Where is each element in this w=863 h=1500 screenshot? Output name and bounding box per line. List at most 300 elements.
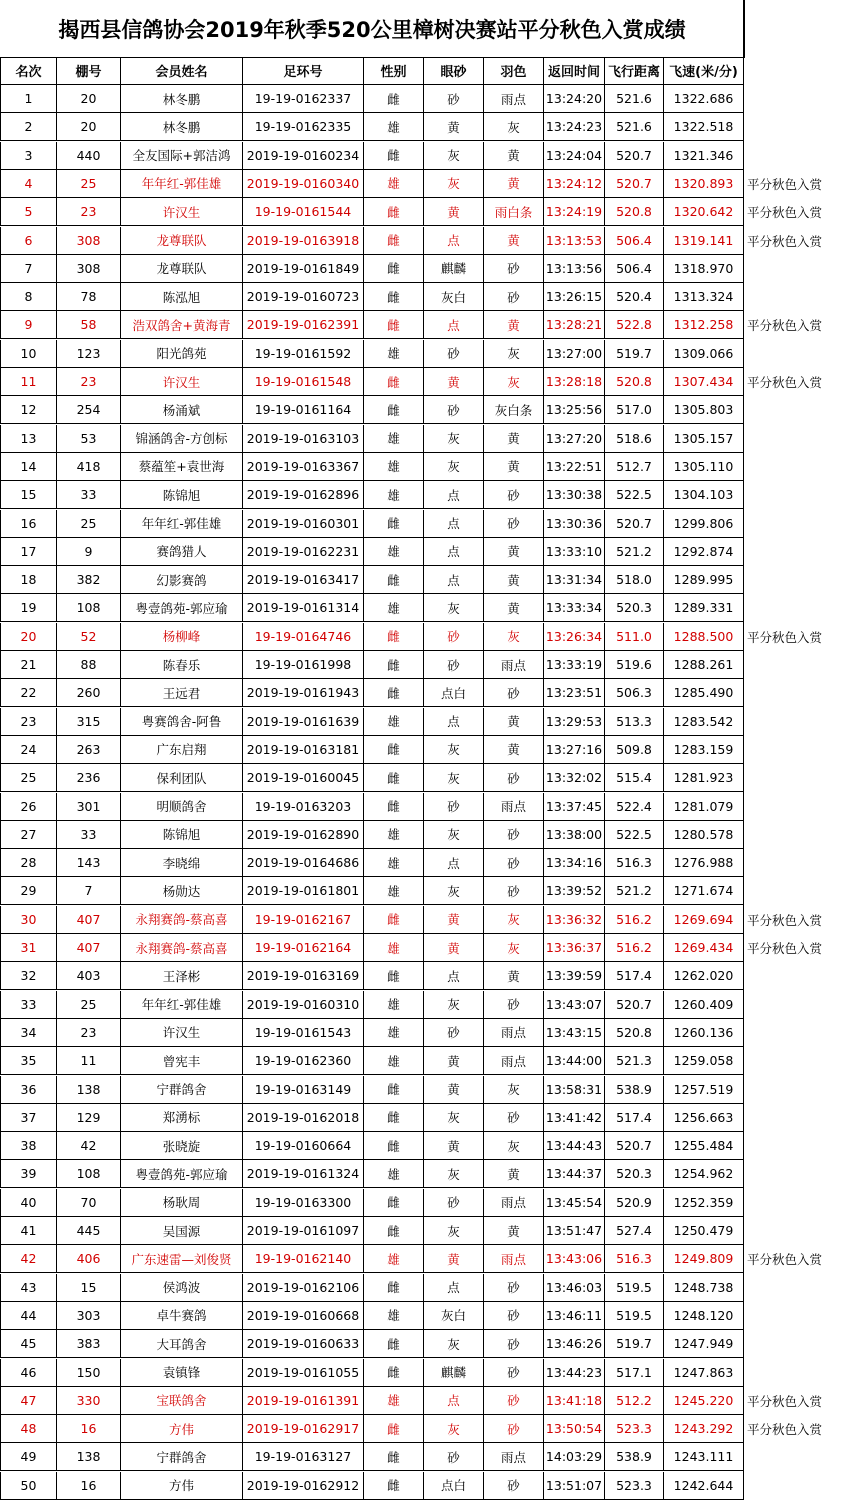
cell-rank: 32 [0, 962, 57, 990]
cell-sex: 雌 [364, 1274, 424, 1302]
cell-award-note: 平分秋色入赏 [747, 205, 823, 221]
cell-eye-sand: 灰 [424, 594, 484, 622]
cell-award-note [744, 1359, 863, 1387]
cell-eye-sand: 砂 [424, 396, 484, 424]
cell-distance: 517.4 [605, 962, 664, 990]
cell-eye-sand: 点 [424, 1387, 484, 1415]
cell-ring-number: 2019-19-0160234 [243, 142, 364, 170]
cell-distance: 527.4 [605, 1217, 664, 1245]
cell-return-time: 13:44:43 [544, 1132, 605, 1160]
cell-award-note: 平分秋色入赏 [747, 233, 823, 249]
cell-shed: 23 [57, 198, 121, 226]
cell-award-note [744, 113, 863, 141]
cell-feather-color: 雨点 [484, 1245, 544, 1273]
cell-distance: 516.2 [605, 906, 664, 934]
cell-ring-number: 19-19-0162164 [243, 934, 364, 962]
cell-speed: 1299.806 [664, 510, 744, 538]
cell-sex: 雌 [364, 1076, 424, 1104]
cell-return-time: 13:43:06 [544, 1245, 605, 1273]
cell-ring-number: 2019-19-0162391 [243, 311, 364, 339]
cell-award-note [744, 962, 863, 990]
cell-rank: 16 [0, 510, 57, 538]
cell-return-time: 13:25:56 [544, 396, 605, 424]
cell-eye-sand: 点 [424, 708, 484, 736]
cell-award-note: 平分秋色入赏 [747, 1393, 823, 1409]
cell-shed: 418 [57, 453, 121, 481]
cell-feather-color: 黄 [484, 736, 544, 764]
cell-eye-sand: 点 [424, 538, 484, 566]
cell-rank: 42 [0, 1245, 57, 1273]
cell-eye-sand: 灰 [424, 170, 484, 198]
cell-rank: 5 [0, 198, 57, 226]
cell-member-name: 李晓绵 [121, 849, 243, 877]
cell-sex: 雌 [364, 736, 424, 764]
cell-rank: 11 [0, 368, 57, 396]
table-row [0, 1047, 863, 1075]
cell-return-time: 13:13:56 [544, 255, 605, 283]
cell-shed: 403 [57, 962, 121, 990]
cell-shed: 15 [57, 1274, 121, 1302]
cell-member-name: 许汉生 [121, 1019, 243, 1047]
cell-eye-sand: 灰 [424, 1415, 484, 1443]
cell-return-time: 13:27:16 [544, 736, 605, 764]
table-row [0, 396, 863, 424]
cell-shed: 129 [57, 1104, 121, 1132]
cell-member-name: 方伟 [121, 1472, 243, 1500]
cell-ring-number: 19-19-0162140 [243, 1245, 364, 1273]
cell-return-time: 13:29:53 [544, 708, 605, 736]
cell-speed: 1304.103 [664, 481, 744, 509]
cell-speed: 1276.988 [664, 849, 744, 877]
cell-shed: 254 [57, 396, 121, 424]
cell-speed: 1247.863 [664, 1359, 744, 1387]
cell-sex: 雄 [364, 821, 424, 849]
cell-distance: 538.9 [605, 1076, 664, 1104]
cell-shed: 53 [57, 425, 121, 453]
cell-speed: 1321.346 [664, 142, 744, 170]
cell-return-time: 13:34:16 [544, 849, 605, 877]
cell-member-name: 宝联鸽舍 [121, 1387, 243, 1415]
cell-feather-color: 砂 [484, 255, 544, 283]
cell-sex: 雄 [364, 1245, 424, 1273]
cell-speed: 1285.490 [664, 679, 744, 707]
right-grid-line [743, 0, 744, 1500]
cell-member-name: 大耳鸽舍 [121, 1330, 243, 1358]
cell-feather-color: 砂 [484, 1274, 544, 1302]
cell-eye-sand: 麒麟 [424, 1359, 484, 1387]
cell-shed: 260 [57, 679, 121, 707]
table-row [0, 651, 863, 679]
cell-distance: 520.7 [605, 170, 664, 198]
cell-speed: 1257.519 [664, 1076, 744, 1104]
table-row [0, 1443, 863, 1471]
cell-member-name: 郑湧标 [121, 1104, 243, 1132]
cell-sex: 雄 [364, 538, 424, 566]
cell-eye-sand: 砂 [424, 1443, 484, 1471]
cell-distance: 520.3 [605, 594, 664, 622]
cell-speed: 1280.578 [664, 821, 744, 849]
cell-ring-number: 2019-19-0160301 [243, 510, 364, 538]
cell-sex: 雄 [364, 934, 424, 962]
cell-member-name: 明顺鸽舍 [121, 793, 243, 821]
cell-distance: 521.2 [605, 538, 664, 566]
cell-member-name: 粤赛鸽舍-阿鲁 [121, 708, 243, 736]
cell-distance: 520.4 [605, 283, 664, 311]
cell-shed: 25 [57, 510, 121, 538]
cell-feather-color: 黄 [484, 962, 544, 990]
cell-ring-number: 19-19-0162337 [243, 85, 364, 113]
cell-distance: 511.0 [605, 623, 664, 651]
table-row [0, 1359, 863, 1387]
cell-shed: 382 [57, 566, 121, 594]
cell-shed: 42 [57, 1132, 121, 1160]
cell-shed: 25 [57, 170, 121, 198]
cell-speed: 1252.359 [664, 1189, 744, 1217]
cell-award-note [744, 142, 863, 170]
cell-return-time: 13:24:19 [544, 198, 605, 226]
cell-shed: 406 [57, 1245, 121, 1273]
cell-return-time: 13:28:21 [544, 311, 605, 339]
table-row [0, 1132, 863, 1160]
cell-ring-number: 2019-19-0164686 [243, 849, 364, 877]
cell-award-note [744, 1160, 863, 1188]
cell-distance: 520.8 [605, 1019, 664, 1047]
cell-member-name: 蔡蕴笙+袁世海 [121, 453, 243, 481]
cell-ring-number: 19-19-0162360 [243, 1047, 364, 1075]
cell-sex: 雄 [364, 453, 424, 481]
cell-ring-number: 19-19-0163127 [243, 1443, 364, 1471]
cell-rank: 7 [0, 255, 57, 283]
cell-return-time: 13:33:10 [544, 538, 605, 566]
cell-sex: 雌 [364, 368, 424, 396]
header-eye-sand: 眼砂 [424, 57, 484, 85]
cell-return-time: 13:24:12 [544, 170, 605, 198]
cell-eye-sand: 灰 [424, 991, 484, 1019]
cell-feather-color: 灰 [484, 623, 544, 651]
cell-eye-sand: 点 [424, 1274, 484, 1302]
cell-feather-color: 砂 [484, 849, 544, 877]
cell-award-note: 平分秋色入赏 [747, 318, 823, 334]
cell-award-note: 平分秋色入赏 [747, 941, 823, 956]
cell-return-time: 13:43:15 [544, 1019, 605, 1047]
cell-rank: 45 [0, 1330, 57, 1358]
cell-rank: 38 [0, 1132, 57, 1160]
cell-return-time: 13:24:04 [544, 142, 605, 170]
cell-feather-color: 砂 [484, 1472, 544, 1500]
cell-ring-number: 19-19-0161548 [243, 368, 364, 396]
cell-speed: 1307.434 [664, 368, 744, 396]
cell-member-name: 陈锦旭 [121, 821, 243, 849]
cell-feather-color: 灰 [484, 1132, 544, 1160]
cell-feather-color: 黄 [484, 566, 544, 594]
cell-shed: 23 [57, 1019, 121, 1047]
cell-award-note [744, 1274, 863, 1302]
cell-award-note [744, 1047, 863, 1075]
cell-distance: 517.1 [605, 1359, 664, 1387]
cell-ring-number: 2019-19-0161943 [243, 679, 364, 707]
cell-return-time: 13:50:54 [544, 1415, 605, 1443]
cell-award-note [744, 1443, 863, 1471]
cell-sex: 雄 [364, 425, 424, 453]
cell-shed: 303 [57, 1302, 121, 1330]
cell-distance: 513.3 [605, 708, 664, 736]
cell-return-time: 13:51:07 [544, 1472, 605, 1500]
cell-rank: 13 [0, 425, 57, 453]
table-row [0, 453, 863, 481]
cell-speed: 1254.962 [664, 1160, 744, 1188]
cell-eye-sand: 砂 [424, 651, 484, 679]
cell-sex: 雄 [364, 170, 424, 198]
table-row [0, 594, 863, 622]
table-row [0, 679, 863, 707]
cell-rank: 46 [0, 1359, 57, 1387]
cell-member-name: 陈泓旭 [121, 283, 243, 311]
table-row [0, 1160, 863, 1188]
cell-eye-sand: 灰 [424, 1217, 484, 1245]
cell-distance: 518.0 [605, 566, 664, 594]
cell-award-note [744, 453, 863, 481]
cell-ring-number: 2019-19-0160633 [243, 1330, 364, 1358]
cell-feather-color: 黄 [484, 594, 544, 622]
cell-feather-color: 灰 [484, 368, 544, 396]
cell-shed: 150 [57, 1359, 121, 1387]
cell-member-name: 浩双鸽舍+黄海青 [121, 311, 243, 339]
cell-distance: 538.9 [605, 1443, 664, 1471]
cell-ring-number: 2019-19-0161314 [243, 594, 364, 622]
cell-shed: 445 [57, 1217, 121, 1245]
cell-ring-number: 2019-19-0163181 [243, 736, 364, 764]
cell-feather-color: 砂 [484, 764, 544, 792]
cell-rank: 34 [0, 1019, 57, 1047]
cell-return-time: 13:46:11 [544, 1302, 605, 1330]
cell-speed: 1289.331 [664, 594, 744, 622]
cell-shed: 138 [57, 1443, 121, 1471]
cell-rank: 1 [0, 85, 57, 113]
header-ring-number: 足环号 [243, 57, 364, 85]
header-speed: 飞速(米/分) [664, 57, 744, 85]
cell-ring-number: 2019-19-0161801 [243, 877, 364, 905]
cell-shed: 33 [57, 481, 121, 509]
cell-ring-number: 2019-19-0162912 [243, 1472, 364, 1500]
cell-award-note [744, 679, 863, 707]
table-row [0, 764, 863, 792]
cell-speed: 1305.110 [664, 453, 744, 481]
cell-rank: 40 [0, 1189, 57, 1217]
cell-member-name: 龙尊联队 [121, 255, 243, 283]
cell-member-name: 王泽彬 [121, 962, 243, 990]
cell-shed: 33 [57, 821, 121, 849]
table-row [0, 1330, 863, 1358]
cell-eye-sand: 砂 [424, 623, 484, 651]
cell-sex: 雄 [364, 708, 424, 736]
cell-ring-number: 2019-19-0163103 [243, 425, 364, 453]
cell-ring-number: 2019-19-0160723 [243, 283, 364, 311]
cell-ring-number: 2019-19-0162018 [243, 1104, 364, 1132]
cell-ring-number: 2019-19-0162896 [243, 481, 364, 509]
cell-shed: 20 [57, 113, 121, 141]
cell-eye-sand: 黄 [424, 1076, 484, 1104]
cell-sex: 雄 [364, 1302, 424, 1330]
cell-award-note [744, 793, 863, 821]
cell-feather-color: 雨点 [484, 1189, 544, 1217]
cell-ring-number: 19-19-0161544 [243, 198, 364, 226]
cell-sex: 雌 [364, 793, 424, 821]
cell-award-note: 平分秋色入赏 [747, 375, 823, 390]
cell-eye-sand: 灰 [424, 142, 484, 170]
cell-eye-sand: 黄 [424, 113, 484, 141]
cell-award-note [744, 877, 863, 905]
cell-eye-sand: 黄 [424, 1047, 484, 1075]
cell-member-name: 广东速雷—刘俊贤 [121, 1245, 243, 1273]
cell-ring-number: 2019-19-0160045 [243, 764, 364, 792]
table-row [0, 481, 863, 509]
cell-eye-sand: 灰 [424, 736, 484, 764]
cell-member-name: 王远君 [121, 679, 243, 707]
cell-ring-number: 2019-19-0161849 [243, 255, 364, 283]
cell-distance: 522.8 [605, 311, 664, 339]
cell-member-name: 宁群鸽舍 [121, 1076, 243, 1104]
cell-rank: 35 [0, 1047, 57, 1075]
cell-shed: 315 [57, 708, 121, 736]
cell-shed: 108 [57, 1160, 121, 1188]
cell-rank: 39 [0, 1160, 57, 1188]
table-row [0, 1019, 863, 1047]
cell-rank: 26 [0, 793, 57, 821]
header-distance: 飞行距离 [605, 57, 664, 85]
cell-speed: 1248.120 [664, 1302, 744, 1330]
table-row [0, 255, 863, 283]
cell-rank: 22 [0, 679, 57, 707]
cell-rank: 49 [0, 1443, 57, 1471]
table-row [0, 283, 863, 311]
cell-feather-color: 黄 [484, 142, 544, 170]
cell-rank: 50 [0, 1472, 57, 1500]
cell-eye-sand: 灰 [424, 1104, 484, 1132]
cell-member-name: 林冬鹏 [121, 113, 243, 141]
table-row [0, 510, 863, 538]
cell-award-note: 平分秋色入赏 [747, 1252, 823, 1268]
table-row [0, 736, 863, 764]
cell-rank: 19 [0, 594, 57, 622]
cell-feather-color: 雨点 [484, 1047, 544, 1075]
cell-feather-color: 灰 [484, 113, 544, 141]
cell-award-note [744, 566, 863, 594]
cell-return-time: 13:41:42 [544, 1104, 605, 1132]
cell-shed: 23 [57, 368, 121, 396]
cell-sex: 雌 [364, 1359, 424, 1387]
cell-shed: 440 [57, 142, 121, 170]
cell-return-time: 13:22:51 [544, 453, 605, 481]
cell-ring-number: 2019-19-0161391 [243, 1387, 364, 1415]
cell-sex: 雌 [364, 651, 424, 679]
cell-ring-number: 2019-19-0163918 [243, 227, 364, 255]
header-member-name: 会员姓名 [121, 57, 243, 85]
cell-speed: 1320.642 [664, 198, 744, 226]
cell-return-time: 13:36:37 [544, 934, 605, 962]
cell-shed: 143 [57, 849, 121, 877]
cell-award-note [744, 481, 863, 509]
cell-member-name: 龙尊联队 [121, 227, 243, 255]
cell-award-note [744, 651, 863, 679]
cell-rank: 4 [0, 170, 57, 198]
cell-return-time: 13:36:32 [544, 906, 605, 934]
cell-sex: 雌 [364, 283, 424, 311]
cell-rank: 15 [0, 481, 57, 509]
cell-ring-number: 19-19-0163300 [243, 1189, 364, 1217]
cell-ring-number: 19-19-0160664 [243, 1132, 364, 1160]
cell-distance: 518.6 [605, 425, 664, 453]
cell-award-note [744, 283, 863, 311]
cell-distance: 520.7 [605, 142, 664, 170]
cell-return-time: 13:45:54 [544, 1189, 605, 1217]
cell-speed: 1250.479 [664, 1217, 744, 1245]
cell-member-name: 锦涵鸽舍-方创标 [121, 425, 243, 453]
cell-eye-sand: 点 [424, 481, 484, 509]
cell-eye-sand: 砂 [424, 1019, 484, 1047]
cell-distance: 523.3 [605, 1472, 664, 1500]
cell-feather-color: 灰 [484, 1076, 544, 1104]
cell-ring-number: 2019-19-0160310 [243, 991, 364, 1019]
cell-distance: 521.3 [605, 1047, 664, 1075]
cell-distance: 519.7 [605, 1330, 664, 1358]
cell-rank: 28 [0, 849, 57, 877]
cell-sex: 雌 [364, 510, 424, 538]
cell-feather-color: 黄 [484, 425, 544, 453]
cell-eye-sand: 砂 [424, 793, 484, 821]
cell-distance: 512.2 [605, 1387, 664, 1415]
cell-sex: 雌 [364, 227, 424, 255]
cell-ring-number: 19-19-0161543 [243, 1019, 364, 1047]
cell-distance: 522.4 [605, 793, 664, 821]
cell-shed: 78 [57, 283, 121, 311]
cell-award-note [744, 594, 863, 622]
cell-speed: 1283.542 [664, 708, 744, 736]
cell-speed: 1288.500 [664, 623, 744, 651]
cell-rank: 27 [0, 821, 57, 849]
cell-member-name: 侯鸿波 [121, 1274, 243, 1302]
cell-shed: 263 [57, 736, 121, 764]
cell-speed: 1260.136 [664, 1019, 744, 1047]
table-row [0, 877, 863, 905]
table-row [0, 1302, 863, 1330]
cell-member-name: 曾宪丰 [121, 1047, 243, 1075]
table-row [0, 311, 863, 339]
table-row [0, 962, 863, 990]
cell-rank: 29 [0, 877, 57, 905]
cell-eye-sand: 灰 [424, 1330, 484, 1358]
cell-distance: 519.7 [605, 340, 664, 368]
cell-return-time: 13:23:51 [544, 679, 605, 707]
cell-award-note [744, 425, 863, 453]
cell-ring-number: 2019-19-0161097 [243, 1217, 364, 1245]
cell-award-note [744, 1217, 863, 1245]
cell-shed: 88 [57, 651, 121, 679]
table-row [0, 1076, 863, 1104]
cell-sex: 雌 [364, 962, 424, 990]
cell-ring-number: 2019-19-0161639 [243, 708, 364, 736]
cell-sex: 雌 [364, 1330, 424, 1358]
cell-speed: 1288.261 [664, 651, 744, 679]
cell-return-time: 13:46:26 [544, 1330, 605, 1358]
cell-sex: 雄 [364, 991, 424, 1019]
table-row [0, 1104, 863, 1132]
cell-return-time: 13:26:34 [544, 623, 605, 651]
cell-speed: 1259.058 [664, 1047, 744, 1075]
cell-feather-color: 砂 [484, 1104, 544, 1132]
table-row [0, 1387, 863, 1415]
cell-return-time: 13:33:19 [544, 651, 605, 679]
cell-sex: 雄 [364, 1019, 424, 1047]
